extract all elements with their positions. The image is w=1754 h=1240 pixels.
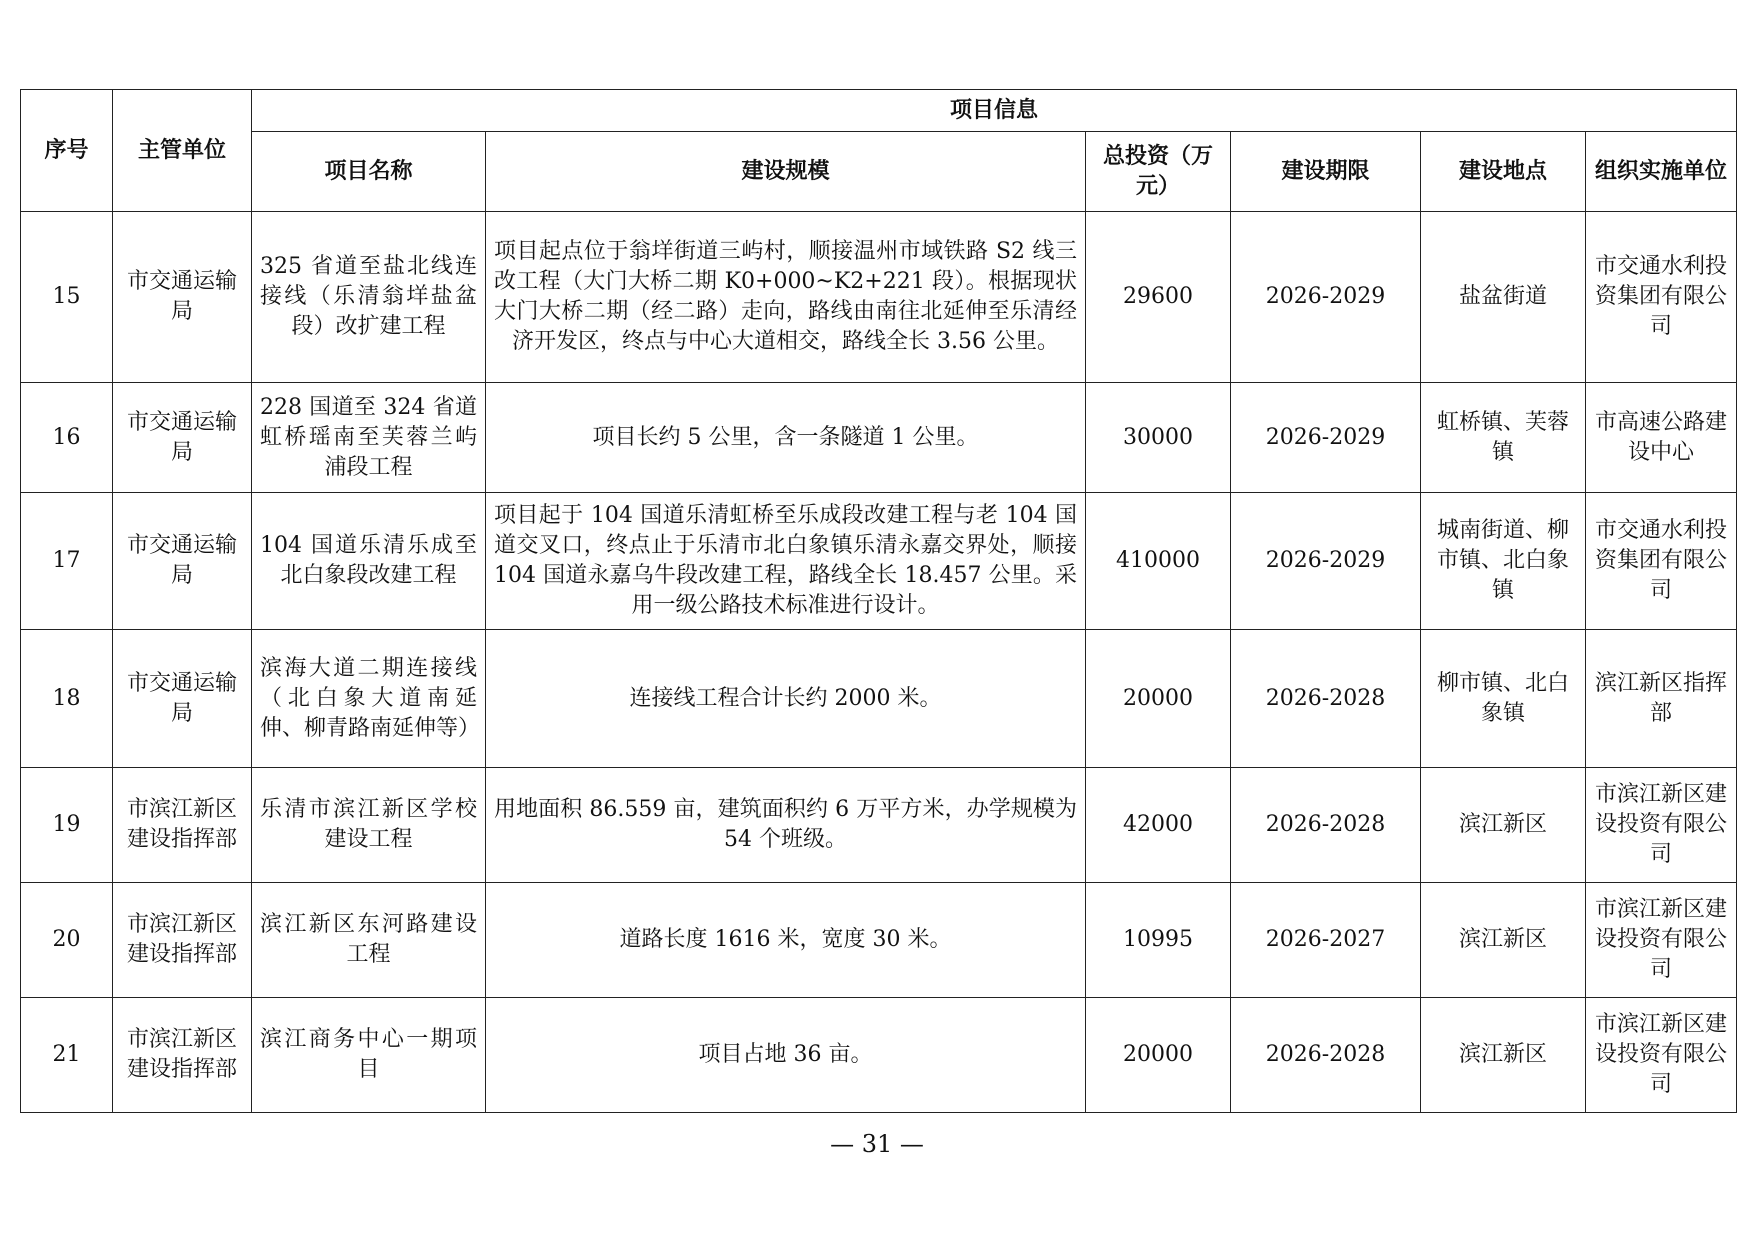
- cell-location: 虹桥镇、芙蓉镇: [1421, 383, 1586, 493]
- cell-invest: 10995: [1086, 883, 1231, 998]
- cell-location: 柳市镇、北白象镇: [1421, 630, 1586, 768]
- cell-invest: 20000: [1086, 998, 1231, 1113]
- cell-name: 325 省道至盐北线连接线（乐清翁垟盐盆段）改扩建工程: [252, 212, 486, 383]
- cell-seq: 17: [21, 493, 113, 630]
- cell-dept: 市交通运输局: [113, 493, 252, 630]
- cell-seq: 18: [21, 630, 113, 768]
- cell-org: 市交通水利投资集团有限公司: [1586, 212, 1737, 383]
- header-project-info: 项目信息: [252, 90, 1737, 132]
- header-seq: 序号: [21, 90, 113, 212]
- cell-period: 2026-2029: [1231, 493, 1421, 630]
- cell-location: 滨江新区: [1421, 768, 1586, 883]
- cell-invest: 29600: [1086, 212, 1231, 383]
- cell-dept: 市交通运输局: [113, 212, 252, 383]
- table-row: [21, 493, 1737, 630]
- header-period: 建设期限: [1231, 132, 1421, 212]
- cell-location: 滨江新区: [1421, 883, 1586, 998]
- cell-org: 市滨江新区建设投资有限公司: [1586, 998, 1737, 1113]
- cell-seq: 20: [21, 883, 113, 998]
- cell-scale: 道路长度 1616 米，宽度 30 米。: [486, 883, 1086, 998]
- cell-seq: 19: [21, 768, 113, 883]
- cell-name: 滨江商务中心一期项目: [252, 998, 486, 1113]
- cell-location: 城南街道、柳市镇、北白象镇: [1421, 493, 1586, 630]
- cell-name: 滨海大道二期连接线（北白象大道南延伸、柳青路南延伸等）: [252, 630, 486, 768]
- cell-org: 市高速公路建设中心: [1586, 383, 1737, 493]
- cell-org: 市滨江新区建设投资有限公司: [1586, 768, 1737, 883]
- header-org: 组织实施单位: [1586, 132, 1737, 212]
- cell-period: 2026-2028: [1231, 630, 1421, 768]
- cell-org: 市交通水利投资集团有限公司: [1586, 493, 1737, 630]
- table-row: [21, 998, 1737, 1113]
- page-number: — 31 —: [830, 1130, 924, 1158]
- header-dept: 主管单位: [113, 90, 252, 212]
- cell-period: 2026-2029: [1231, 212, 1421, 383]
- cell-location: 滨江新区: [1421, 998, 1586, 1113]
- table-row: [21, 768, 1737, 883]
- cell-dept: 市交通运输局: [113, 630, 252, 768]
- cell-scale: 项目起于 104 国道乐清虹桥至乐成段改建工程与老 104 国道交叉口，终点止于乐清市北白象镇乐清永嘉交界处，顺接 104 国道永嘉乌牛段改建工程，路线全长 18.457 公里。采用一级公路技术标准进行设计。: [486, 493, 1086, 630]
- cell-scale: 项目占地 36 亩。: [486, 998, 1086, 1113]
- table-row: [21, 883, 1737, 998]
- cell-name: 乐清市滨江新区学校建设工程: [252, 768, 486, 883]
- cell-period: 2026-2028: [1231, 998, 1421, 1113]
- cell-invest: 20000: [1086, 630, 1231, 768]
- table-row: [21, 212, 1737, 383]
- cell-invest: 30000: [1086, 383, 1231, 493]
- cell-scale: 用地面积 86.559 亩，建筑面积约 6 万平方米，办学规模为 54 个班级。: [486, 768, 1086, 883]
- cell-seq: 21: [21, 998, 113, 1113]
- cell-name: 228 国道至 324 省道虹桥瑶南至芙蓉兰屿浦段工程: [252, 383, 486, 493]
- cell-name: 104 国道乐清乐成至北白象段改建工程: [252, 493, 486, 630]
- header-investment: 总投资（万元）: [1086, 132, 1231, 212]
- cell-dept: 市滨江新区建设指挥部: [113, 998, 252, 1113]
- cell-invest: 410000: [1086, 493, 1231, 630]
- cell-period: 2026-2028: [1231, 768, 1421, 883]
- header-scale: 建设规模: [486, 132, 1086, 212]
- cell-scale: 项目长约 5 公里，含一条隧道 1 公里。: [486, 383, 1086, 493]
- cell-location: 盐盆街道: [1421, 212, 1586, 383]
- cell-scale: 项目起点位于翁垟街道三屿村，顺接温州市域铁路 S2 线三改工程（大门大桥二期 K0+000~K2+221 段）。根据现状大门大桥二期（经二路）走向，路线由南往北延伸至乐清经济开发区，终点与中心大道相交，路线全长 3.56 公里。: [486, 212, 1086, 383]
- cell-org: 市滨江新区建设投资有限公司: [1586, 883, 1737, 998]
- table-row: [21, 383, 1737, 493]
- cell-dept: 市交通运输局: [113, 383, 252, 493]
- project-table: [20, 89, 1737, 1113]
- cell-invest: 42000: [1086, 768, 1231, 883]
- table-row: [21, 630, 1737, 768]
- cell-dept: 市滨江新区建设指挥部: [113, 883, 252, 998]
- cell-period: 2026-2027: [1231, 883, 1421, 998]
- cell-dept: 市滨江新区建设指挥部: [113, 768, 252, 883]
- cell-scale: 连接线工程合计长约 2000 米。: [486, 630, 1086, 768]
- cell-seq: 16: [21, 383, 113, 493]
- cell-period: 2026-2029: [1231, 383, 1421, 493]
- header-project-name: 项目名称: [252, 132, 486, 212]
- cell-name: 滨江新区东河路建设工程: [252, 883, 486, 998]
- header-location: 建设地点: [1421, 132, 1586, 212]
- cell-seq: 15: [21, 212, 113, 383]
- cell-org: 滨江新区指挥部: [1586, 630, 1737, 768]
